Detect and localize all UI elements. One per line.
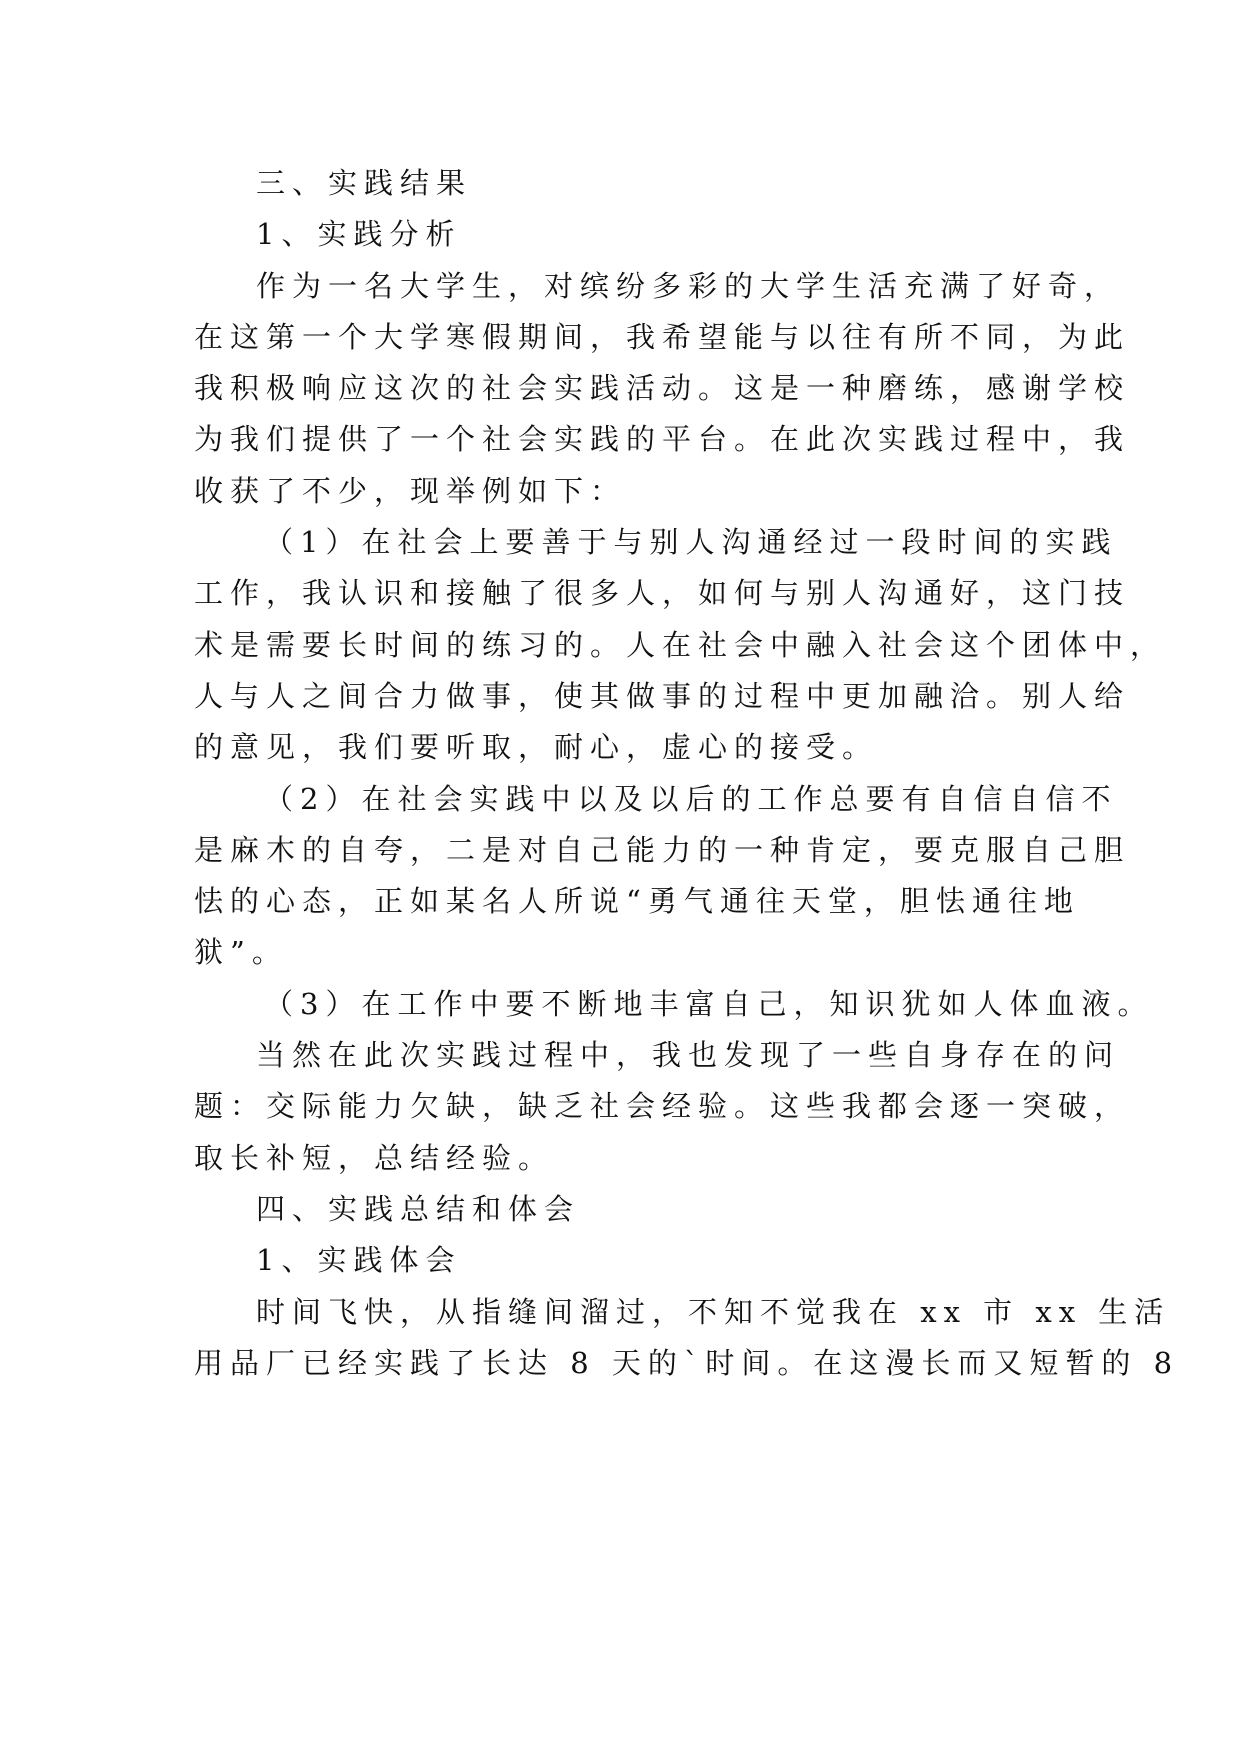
paragraph-line: 用品厂已经实践了长达 8 天的`时间。在这漫长而又短暂的 8 (194, 1345, 1180, 1380)
paragraph-line: 为我们提供了一个社会实践的平台。在此次实践过程中，我 (194, 422, 1131, 457)
subsection-heading-analysis: 1、实践分析 (256, 217, 462, 252)
paragraph-line: 收获了不少，现举例如下： (194, 473, 627, 508)
paragraph-line: 作为一名大学生，对缤纷多彩的大学生活充满了好奇， (256, 268, 1121, 303)
paragraph-line: 术是需要长时间的练习的。人在社会中融入社会这个团体中， (194, 627, 1167, 662)
paragraph-line: 题：交际能力欠缺，缺乏社会经验。这些我都会逐一突破， (194, 1089, 1131, 1124)
subsection-heading-experience: 1、实践体会 (256, 1243, 462, 1278)
paragraph-line: 在这第一个大学寒假期间，我希望能与以往有所不同，为此 (194, 319, 1131, 354)
list-item-line: （3）在工作中要不断地丰富自己，知识犹如人体血液。 (264, 986, 1154, 1021)
list-item-line: （1）在社会上要善于与别人沟通经过一段时间的实践 (264, 525, 1118, 560)
paragraph-line: 狱”。 (194, 935, 288, 970)
list-item-line: （2）在社会实践中以及以后的工作总要有自信自信不 (264, 781, 1118, 816)
paragraph-line: 人与人之间合力做事，使其做事的过程中更加融洽。别人给 (194, 678, 1131, 713)
paragraph-line: 怯的心态，正如某名人所说“勇气通往天堂，胆怯通往地 (194, 884, 1080, 919)
paragraph-line: 当然在此次实践过程中，我也发现了一些自身存在的问 (256, 1038, 1121, 1073)
document-body (194, 158, 1180, 1389)
paragraph-line: 工作，我认识和接触了很多人，如何与别人沟通好，这门技 (194, 576, 1131, 611)
paragraph-line: 取长补短，总结经验。 (194, 1140, 555, 1175)
paragraph-line: 我积极响应这次的社会实践活动。这是一种磨练，感谢学校 (194, 371, 1131, 406)
section-heading-summary: 四、实践总结和体会 (256, 1191, 581, 1226)
section-heading-results: 三、实践结果 (256, 166, 473, 200)
paragraph-line: 是麻木的自夸，二是对自己能力的一种肯定，要克服自己胆 (194, 832, 1131, 867)
paragraph-line: 的意见，我们要听取，耐心，虚心的接受。 (194, 730, 879, 765)
paragraph-line: 时间飞快，从指缝间溜过，不知不觉我在 xx 市 xx 生活 (256, 1294, 1171, 1329)
